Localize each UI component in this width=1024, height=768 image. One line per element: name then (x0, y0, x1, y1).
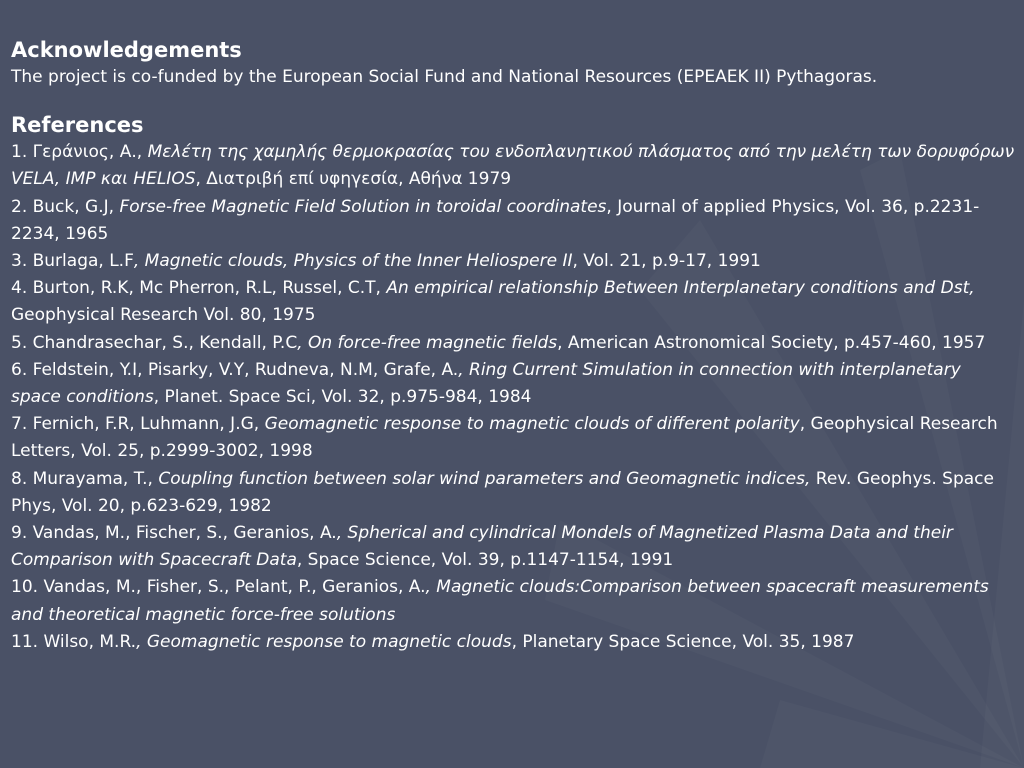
reference-authors: 9. Vandas, M., Fischer, S., Geranios, A. (11, 523, 337, 544)
reference-title: Coupling function between solar wind parameters and Geomagnetic indices, (158, 468, 811, 489)
acknowledgements-heading: Acknowledgements (11, 38, 242, 62)
reference-item (11, 629, 1015, 656)
acknowledgements-text: The project is co-funded by the European Social Fund and National Resources (EPEAEK II) Pythagoras. (11, 67, 878, 87)
reference-source: , American Astronomical Society, p.457-460, 1957 (557, 332, 986, 353)
reference-source: , Διατριβή επί υφηγεσία, Αθήνα 1979 (195, 169, 512, 190)
reference-item (11, 330, 1015, 357)
reference-authors: 1. Γεράνιος, Α., (11, 142, 148, 163)
reference-item (11, 357, 1015, 411)
reference-authors: 10. Vandas, M., Fisher, S., Pelant, P., Geranios, A. (11, 577, 426, 598)
reference-item (11, 139, 1015, 193)
reference-item (11, 520, 1015, 574)
reference-title: Μελέτη της χαμηλής θερμοκρασίας του ενδοπλανητικού πλάσματος από την μελέτη των δορυφόρων VELA, IMP και HELIOS (11, 142, 1015, 190)
reference-title: , On force-free magnetic fields (297, 332, 558, 353)
reference-title: , Geomagnetic response to magnetic clouds (136, 631, 512, 652)
reference-title: , Spherical and cylindrical Mondels of Magnetized Plasma Data and their Comparison with Spacecraft Data (11, 523, 953, 571)
reference-authors: 6. Feldstein, Y.I, Pisarky, V.Y, Rudneva, N.M, Grafe, A. (11, 359, 459, 380)
reference-title: , Magnetic clouds, Physics of the Inner Heliospere II (133, 251, 573, 272)
reference-source: , Vol. 21, p.9-17, 1991 (572, 251, 761, 272)
reference-authors: 7. Fernich, F.R, Luhmann, J.G, (11, 414, 265, 435)
reference-authors: 5. Chandrasechar, S., Kendall, P.C (11, 332, 298, 353)
reference-source: , Planetary Space Science, Vol. 35, 1987 (511, 631, 855, 652)
reference-source: Geophysical Research Vol. 80, 1975 (11, 305, 316, 326)
reference-item (11, 275, 1015, 329)
reference-title: Geomagnetic response to magnetic clouds of different polarity (264, 414, 800, 435)
reference-item (11, 411, 1015, 465)
reference-item (11, 574, 1015, 628)
reference-source: Rev. Geophys. Space Phys, Vol. 20, p.623-629, 1982 (11, 468, 994, 516)
references-list (11, 139, 1015, 656)
reference-source: , Space Science, Vol. 39, p.1147-1154, 1991 (296, 550, 674, 571)
reference-authors: 3. Burlaga, L.F (11, 251, 134, 272)
references-heading: References (11, 113, 144, 138)
reference-item (11, 466, 1015, 520)
reference-authors: 2. Buck, G.J, (11, 196, 120, 217)
reference-title: Forse-free Magnetic Field Solution in toroidal coordinates (119, 196, 607, 217)
reference-authors: 11. Wilso, M.R. (11, 631, 137, 652)
reference-title: , Magnetic clouds:Comparison between spacecraft measurements and theoretical magnetic force-free solutions (11, 577, 989, 625)
reference-source: , Geophysical Research Letters, Vol. 25, p.2999-3002, 1998 (11, 414, 998, 462)
reference-title: , Ring Current Simulation in connection with interplanetary space conditions (11, 359, 961, 408)
reference-source: , Journal of applied Physics, Vol. 36, p.2231-2234, 1965 (11, 196, 980, 244)
reference-title: An empirical relationship Between Interplanetary conditions and Dst, (386, 278, 975, 299)
reference-item (11, 248, 1015, 275)
reference-source: , Planet. Space Sci, Vol. 32, p.975-984, 1984 (153, 387, 532, 408)
slide-content (11, 36, 1015, 656)
reference-authors: 8. Murayama, T., (11, 468, 159, 489)
reference-authors: 4. Burton, R.K, Mc Pherron, R.L, Russel, C.T, (11, 278, 387, 299)
reference-item (11, 194, 1015, 248)
